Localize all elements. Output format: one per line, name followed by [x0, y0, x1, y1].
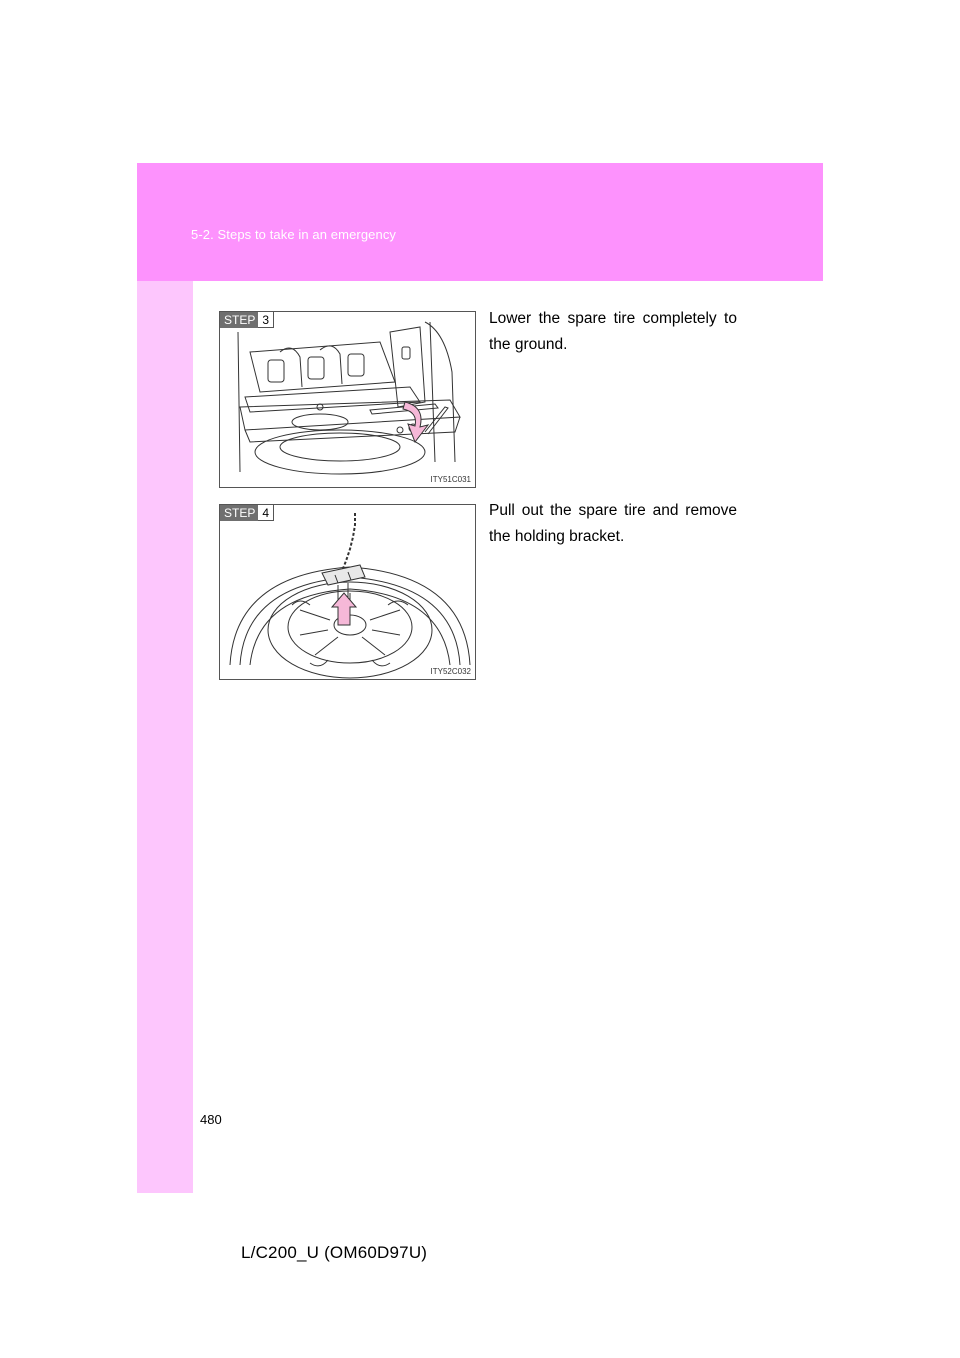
figure-code: ITY52C032 [430, 667, 471, 676]
step-badge [220, 505, 274, 521]
cargo-area-illustration [220, 312, 475, 487]
step-4-instruction: Pull out the spare tire and remove the holding bracket. [489, 502, 737, 545]
spare-tire-illustration [220, 505, 475, 679]
step-number: 3 [258, 312, 274, 328]
figure-step-4 [219, 504, 476, 680]
header-band [137, 163, 823, 281]
step-label: STEP [220, 312, 258, 328]
step-number: 4 [258, 505, 274, 521]
rotate-arrow-icon [403, 402, 428, 442]
step-badge [220, 312, 274, 328]
side-band [137, 163, 193, 1193]
page-number: 480 [200, 1112, 222, 1127]
figure-code: ITY51C031 [430, 475, 471, 484]
step-3-instruction: Lower the spare tire completely to the ground. [489, 310, 737, 353]
footer-model-code: L/C200_U (OM60D97U) [241, 1243, 428, 1262]
figure-step-3 [219, 311, 476, 488]
section-title: 5-2. Steps to take in an emergency [191, 227, 397, 242]
step-label: STEP [220, 505, 258, 521]
